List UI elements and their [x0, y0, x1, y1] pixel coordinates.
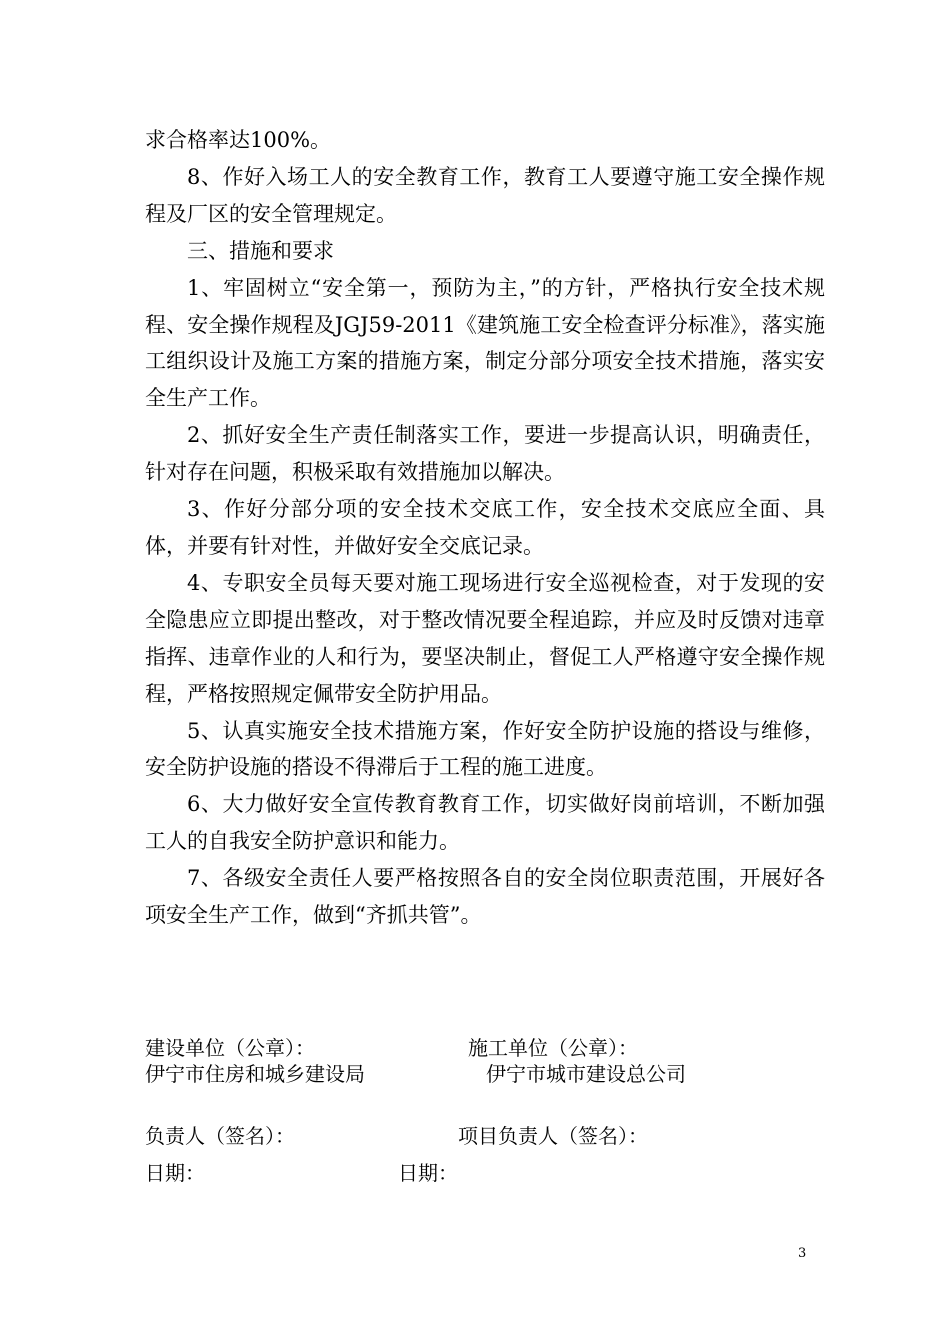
paragraph-measure-4: 4、专职安全员每天要对施工现场进行安全巡视检查，对于发现的安全隐患应立即提出整改，对于整改情况要全程追踪，并应及时反馈对违章指挥、违章作业的人和行为，要坚决制止，督促工人严格遵守安全操作规程，严格按照规定佩带安全防护用品。 — [145, 570, 825, 706]
owner-person-label: 负责人（签名）： — [145, 1124, 295, 1148]
paragraph-measure-1: 1、牢固树立“安全第一，预防为主，”的方针，严格执行安全技术规程、安全操作规程及JGJ59-2011《建筑施工安全检查评分标准》，落实施工组织设计及施工方案的措施方案，制定分部分项安全技术措施，落实安全生产工作。 — [145, 275, 825, 411]
paragraph-measure-6: 6、大力做好安全宣传教育教育工作，切实做好岗前培训，不断加强工人的自我安全防护意识和能力。 — [145, 792, 825, 854]
body-text — [145, 122, 825, 934]
paragraph-continuation: 求合格率达100%。 — [145, 128, 332, 152]
contractor-date-label: 日期： — [398, 1161, 458, 1185]
contractor-name: 伊宁市城市建设总公司 — [486, 1062, 686, 1086]
owner-seal-label: 建设单位（公章）： — [145, 1036, 315, 1060]
owner-date-label: 日期： — [145, 1161, 205, 1185]
contractor-person-label: 项目负责人（签名）： — [458, 1124, 648, 1148]
paragraph-measure-3: 3、作好分部分项的安全技术交底工作，安全技术交底应全面、具体，并要有针对性，并做好安全交底记录。 — [145, 497, 825, 558]
section-heading-3: 三、措施和要求 — [187, 238, 334, 263]
paragraph-measure-7: 7、各级安全责任人要严格按照各自的安全岗位职责范围，开展好各项安全生产工作，做到“齐抓共管”。 — [145, 866, 825, 928]
paragraph-measure-2: 2、抓好安全生产责任制落实工作，要进一步提高认识，明确责任，针对存在问题，积极采取有效措施加以解决。 — [145, 423, 825, 485]
page-number: 3 — [798, 1246, 807, 1261]
contractor-seal-label: 施工单位（公章）： — [468, 1036, 638, 1060]
paragraph-item-8: 8、作好入场工人的安全教育工作，教育工人要遵守施工安全操作规程及厂区的安全管理规定。 — [145, 164, 825, 226]
paragraph-measure-5: 5、认真实施安全技术措施方案，作好安全防护设施的搭设与维修，安全防护设施的搭设不得滞后于工程的施工进度。 — [145, 718, 825, 780]
owner-name: 伊宁市住房和城乡建设局 — [145, 1062, 365, 1086]
